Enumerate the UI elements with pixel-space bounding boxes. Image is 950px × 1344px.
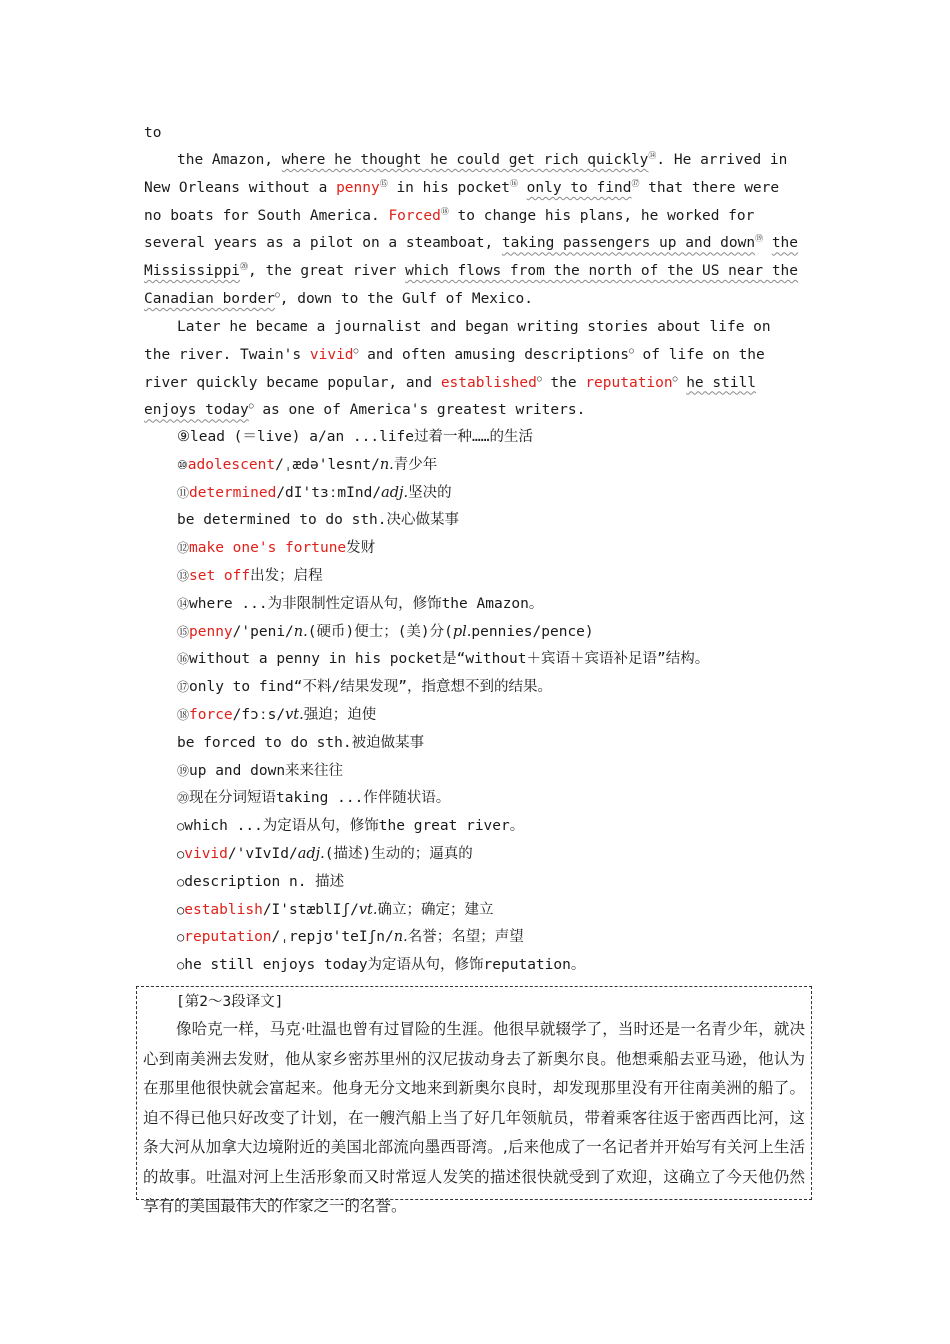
passage-paragraph-1: the Amazon, where he thought he could get rich quickly⑭. He arrived in New Orleans without a penny⑮ in his pocket⑯ only to find⑰ that there were no boats for South America. Forced⑱ to change his plans, he worked for several years as a pilot on a steamboat, taking passengers up and down⑲ the Mississippi⑳, the great river which flows from the north of the US near the Canadian border○, down to the Gulf of Mexico. (144, 151, 799, 307)
translation-title: [第2～3段译文] (176, 994, 284, 1010)
passage-line-to: to (144, 125, 162, 141)
note-13: ⑬set off出发；启程 (177, 567, 323, 584)
passage-paragraph-2: Later he became a journalist and began writing stories about life on the river. Twain's vivid○ and often amusing descriptions○ of life on the river quickly became popular, and established○ the reputation○ he still enjoys today○ as one of America's greatest writers. (144, 319, 771, 419)
highlight-forced: Forced (388, 207, 441, 224)
note-24: ○establish/I'stæblIʃ/vt.确立；确定；建立 (177, 901, 494, 918)
note-20: ⑳现在分词短语taking ...作伴随状语。 (177, 790, 451, 807)
highlight-reputation: reputation (585, 374, 673, 391)
note-9: ⑨lead (＝live) a/an ...life过着一种……的生活 (177, 429, 533, 445)
note-18-phrase: be forced to do sth.被迫做某事 (177, 734, 425, 751)
highlight-vivid: vivid (309, 346, 354, 363)
vocabulary-notes (177, 424, 817, 980)
note-25: ○reputation/ˌrepjʊ'teIʃn/n.名誉；名望；声望 (177, 929, 524, 946)
note-11: ⑪determined/dI'tɜːmInd/adj.坚决的 (177, 484, 452, 501)
note-26: ○he still enjoys today为定语从句，修饰reputation。 (177, 957, 586, 974)
underlined-mississippi: the Mississippi (144, 235, 799, 280)
note-23: ○description n. 描述 (177, 873, 345, 890)
note-12: ⑫make one's fortune发财 (177, 540, 376, 557)
underlined-which-clause: which flows from the north of the US near the Canadian border (144, 263, 799, 307)
highlight-established: established (440, 374, 537, 391)
note-21: ○which ...为定语从句，修饰the great river。 (177, 818, 525, 835)
translation-box (136, 986, 812, 1215)
note-14: ⑭where ...为非限制性定语从句，修饰the Amazon。 (177, 595, 544, 612)
note-19: ⑲up and down来来往往 (177, 762, 344, 779)
highlight-penny: penny (336, 179, 380, 196)
note-15: ⑮penny/'peni/n.(硬币)便士；(美)分(pl.pennies/pence) (177, 623, 594, 640)
underlined-where-clause: where he thought he could get rich quickly (281, 152, 649, 168)
note-11-phrase: be determined to do sth.决心做某事 (177, 512, 460, 529)
note-10: ⑩adolescent/ˌædə'lesnt/n.青少年 (177, 456, 438, 473)
note-22: ○vivid/'vIvId/adj.(描述)生动的；逼真的 (177, 845, 473, 862)
note-18: ⑱force/fɔːs/vt.强迫；迫使 (177, 706, 377, 723)
underlined-taking-passengers: taking passengers up and down (501, 235, 756, 252)
underlined-he-still-enjoys: he still enjoys today (144, 374, 757, 419)
note-16: ⑯without a penny in his pocket是“without＋宾语＋宾语补足语”结构。 (177, 651, 710, 668)
translation-body: 像哈克一样，马克·吐温也曾有过冒险的生涯。他很早就辍学了，当时还是一名青少年，就决心到南美洲去发财，他从家乡密苏里州的汉尼拔动身去了新奥尔良。他想乘船去亚马逊，他认为在那里他很快就会富起来。他身无分文地来到新奥尔良时，却发现那里没有开往南美洲的船了。迫不得已他只好改变了计划，在一艘汽船上当了好几年领航员，带着乘客往返于密西西比河，这条大河从加拿大边境附近的美国北部流向墨西哥湾。,后来他成了一名记者并开始写有关河上生活的故事。吐温对河上生活形象而又时常逗人发笑的描述很快就受到了欢迎，这确立了今天他仍然享有的美国最伟大的作家之一的名誉。 (143, 1020, 805, 1215)
underlined-only-to-find: only to find (526, 179, 632, 196)
note-17: ⑰only to find“不料/结果发现”，指意想不到的结果。 (177, 679, 552, 696)
